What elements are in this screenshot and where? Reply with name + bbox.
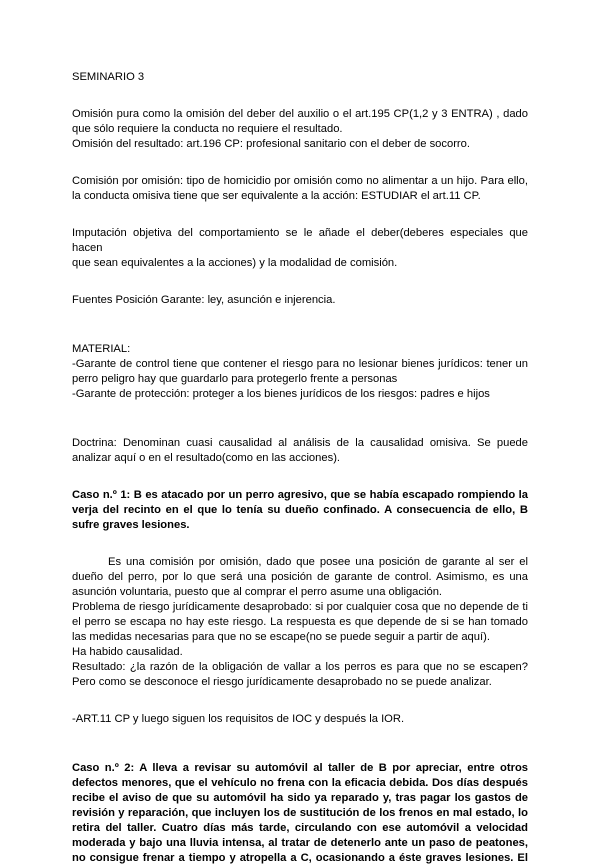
- text-line: revisión y reparación, que incluyen los de sustitución de los frenos en mal estado, lo: [72, 807, 528, 819]
- text-line: que sean equivalentes a la acciones) y la modalidad de comisión.: [72, 257, 398, 269]
- text-line: que sólo requiere la conducta no requiere el resultado.: [72, 123, 343, 135]
- text-line: -Garante de protección: proteger a los bienes jurídicos de los riesgos: padres e hijos: [72, 388, 490, 400]
- text-line: Imputación objetiva del comportamiento se le añade el deber(deberes especiales que hacen: [72, 227, 528, 254]
- text-line: asunción voluntaria, puesto que al comprar el perro asume una obligación.: [72, 586, 443, 598]
- text-line: recibe el aviso de que su automóvil ha sido ya reparado y, tras pagar los gastos de: [72, 792, 528, 804]
- text-line: Omisión pura como la omisión del deber del auxilio o el art.195 CP(1,2 y 3 ENTRA) , dado: [72, 108, 528, 120]
- text-line: Problema de riesgo jurídicamente desaprobado: si por cualquier cosa que no depende de ti: [72, 601, 528, 613]
- text-line: verja del recinto en el que lo tenía su dueño confinado. A consecuencia de ello, B: [72, 504, 528, 516]
- text-line: sufre graves lesiones.: [72, 519, 190, 531]
- text-line: analizar aquí o en el resultado(como en las acciones).: [72, 452, 341, 464]
- text-line: Es una comisión por omisión, dado que posee una posición de garante al ser el: [108, 556, 528, 568]
- text-line: el perro se escapa no hay este riesgo. La respuesta es que depende de si se han tomado: [72, 616, 528, 628]
- paragraph-fuentes: Fuentes Posición Garante: ley, asunción e injerencia.: [72, 294, 336, 306]
- material-section: [72, 342, 528, 402]
- art11-note: -ART.11 CP y luego siguen los requisitos de IOC y después la IOR.: [72, 713, 405, 725]
- text-line: -Garante de control tiene que contener el riesgo para no lesionar bienes jurídicos: tener un: [72, 358, 528, 370]
- text-line: retira del taller. Cuatro días más tarde, circulando con ese automóvil a velocidad: [72, 822, 528, 834]
- paragraph-doctrina: [72, 436, 528, 466]
- paragraph-omision: [72, 107, 528, 152]
- text-line: la conducta omisiva tiene que ser equivalente a la acción: ESTUDIAR el art.11 CP.: [72, 190, 481, 202]
- caso-2-statement: [72, 761, 528, 866]
- caso-1-analysis: [72, 555, 528, 690]
- text-line: Caso n.º 2: A lleva a revisar su automóvil al taller de B por apreciar, entre otros: [72, 762, 528, 774]
- text-line: moderada y bajo una lluvia intensa, al tratar de detenerlo ante un paso de peatones,: [72, 837, 528, 849]
- text-line: Omisión del resultado: art.196 CP: profesional sanitario con el deber de socorro.: [72, 138, 470, 150]
- document-title: SEMINARIO 3: [72, 71, 145, 83]
- text-line: perro peligro hay que guardarlo para protegerlo frente a personas: [72, 373, 398, 385]
- text-line: dueño del perro, por lo que será una posición de garante de control. Asimismo, es una: [72, 571, 528, 583]
- text-line: Pero como se desconoce el riesgo jurídicamente desaprobado no se puede analizar.: [72, 676, 492, 688]
- text-line: Caso n.º 1: B es atacado por un perro agresivo, que se había escapado rompiendo la: [72, 489, 528, 501]
- caso-1-statement: [72, 488, 528, 533]
- text-line: Ha habido causalidad.: [72, 646, 183, 658]
- text-line: las medidas necesarias para que no se escape(no se puede seguir a partir de aquí).: [72, 631, 490, 643]
- material-heading: MATERIAL:: [72, 343, 131, 355]
- document-page: [72, 70, 528, 866]
- text-line: Resultado: ¿la razón de la obligación de vallar a los perros es para que no se escapen?: [72, 661, 528, 673]
- text-line: Comisión por omisión: tipo de homicidio por omisión como no alimentar a un hijo. Para ello,: [72, 175, 528, 187]
- text-line: Doctrina: Denominan cuasi causalidad al análisis de la causalidad omisiva. Se puede: [72, 437, 528, 449]
- paragraph-comision-por-omision: [72, 174, 528, 204]
- text-line: defectos menores, que el vehículo no frena con la eficacia debida. Dos días después: [72, 777, 528, 789]
- text-line: no consigue frenar a tiempo y atropella a C, ocasionando a éste graves lesiones. El: [72, 852, 528, 864]
- paragraph-imputacion: [72, 226, 528, 271]
